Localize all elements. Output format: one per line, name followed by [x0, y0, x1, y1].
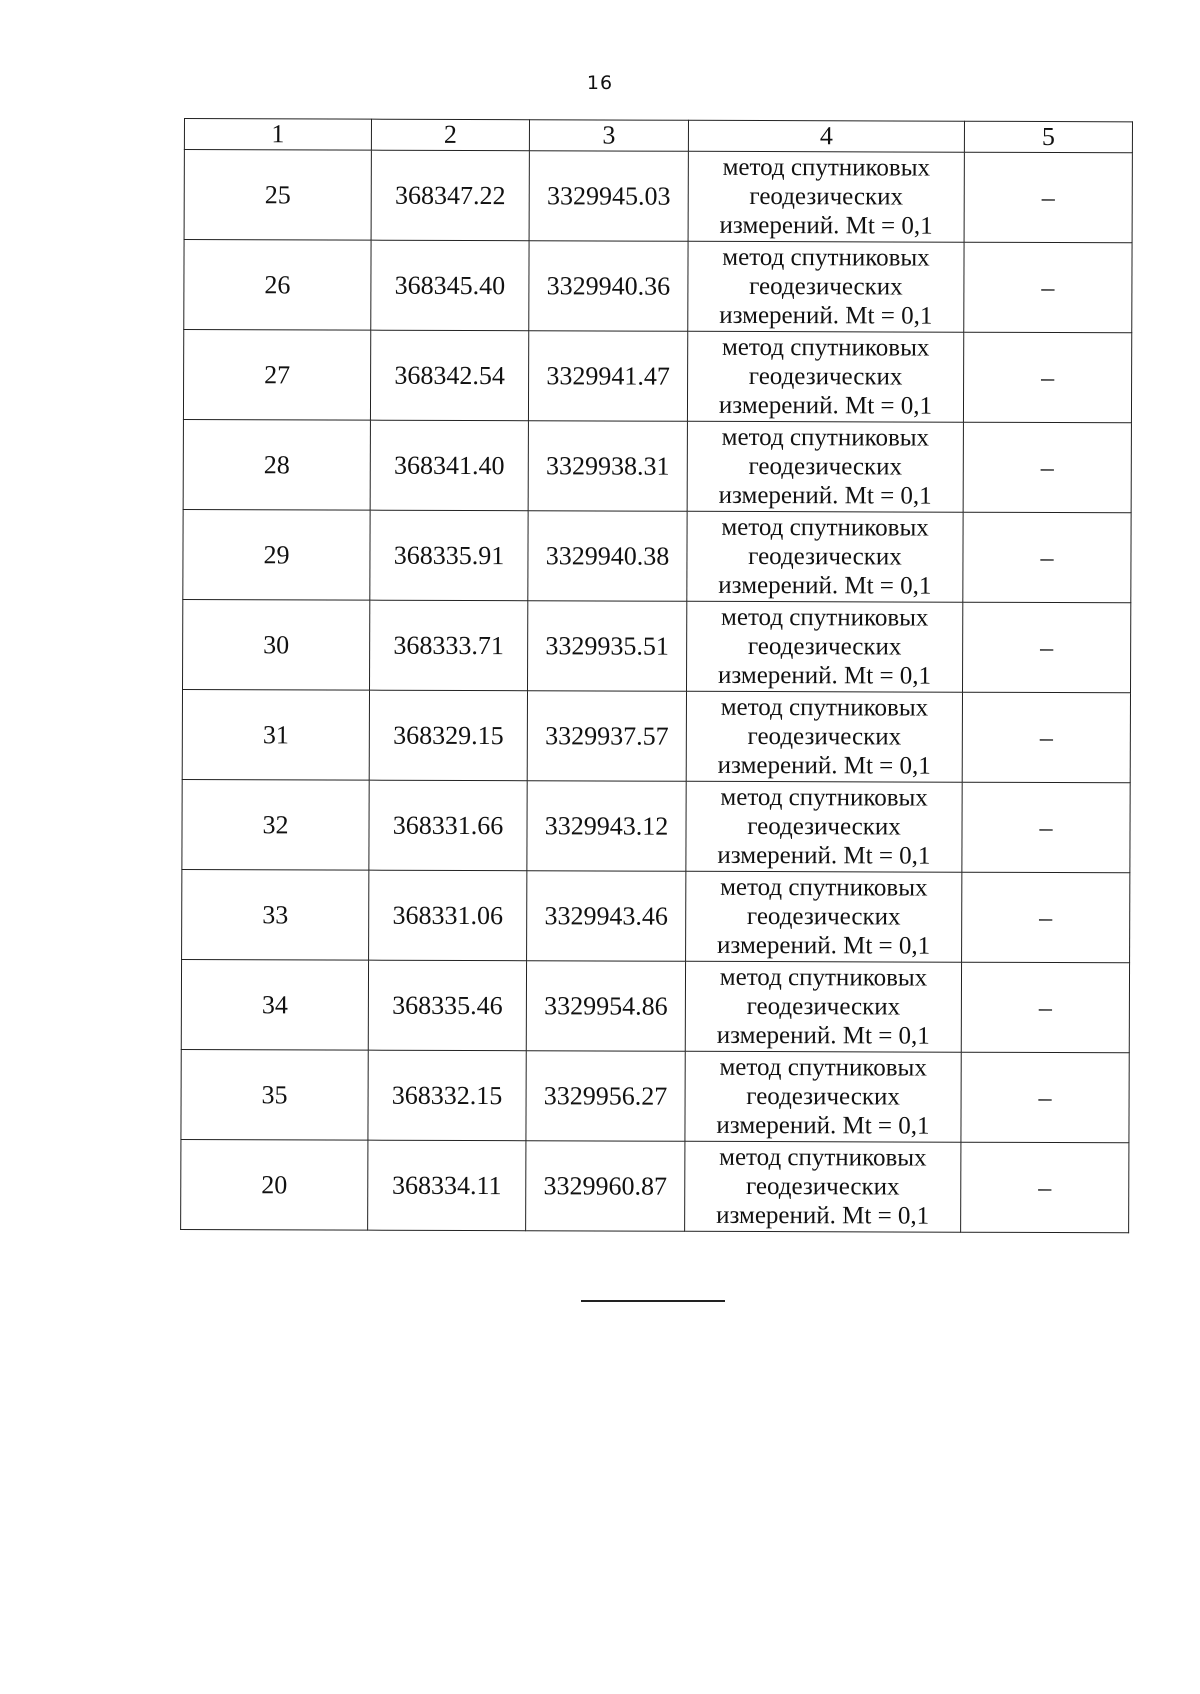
- end-of-table-rule: [581, 1300, 725, 1302]
- header-cell-4: 4: [688, 120, 964, 152]
- method-line: геодезических: [749, 272, 903, 301]
- note-cell: –: [962, 692, 1130, 783]
- method-line: геодезических: [749, 182, 904, 211]
- point-number-cell: 27: [183, 330, 370, 421]
- header-row: [184, 119, 1132, 153]
- note-cell: –: [963, 332, 1131, 423]
- point-number-cell: 28: [183, 419, 370, 510]
- note-cell: –: [964, 152, 1132, 243]
- method-line: метод спутниковых: [721, 423, 930, 452]
- method-line: метод спутниковых: [720, 693, 929, 722]
- measurement-method-cell: [686, 871, 962, 962]
- note-cell: –: [962, 782, 1130, 873]
- table-row: [181, 1049, 1129, 1142]
- note-cell: –: [963, 422, 1131, 513]
- method-line: измерений. Mt = 0,1: [717, 931, 931, 960]
- point-number-cell: 34: [181, 959, 368, 1050]
- x-coordinate-cell: 368334.11: [368, 1140, 526, 1231]
- y-coordinate-cell: 3329960.87: [526, 1141, 685, 1232]
- method-line: измерений. Mt = 0,1: [716, 1021, 930, 1050]
- note-cell: –: [961, 1052, 1129, 1143]
- measurement-method-cell: [685, 1141, 961, 1232]
- header-cell-5: 5: [964, 121, 1132, 153]
- point-number-cell: 33: [182, 869, 369, 960]
- y-coordinate-cell: 3329941.47: [528, 331, 687, 422]
- method-line: измерений. Mt = 0,1: [717, 841, 931, 870]
- y-coordinate-cell: 3329935.51: [528, 601, 687, 692]
- note-cell: –: [961, 962, 1129, 1053]
- x-coordinate-cell: 368331.66: [369, 780, 527, 871]
- x-coordinate-cell: 368347.22: [371, 150, 529, 241]
- x-coordinate-cell: 368333.71: [370, 600, 528, 691]
- table-row: [182, 689, 1130, 782]
- y-coordinate-cell: 3329940.36: [529, 241, 688, 332]
- x-coordinate-cell: 368342.54: [370, 330, 528, 421]
- method-line: геодезических: [747, 722, 902, 751]
- point-number-cell: 20: [181, 1139, 368, 1230]
- method-line: метод спутниковых: [722, 153, 931, 182]
- point-number-cell: 32: [182, 779, 369, 870]
- method-line: метод спутниковых: [721, 603, 929, 632]
- y-coordinate-cell: 3329943.12: [527, 781, 686, 872]
- x-coordinate-cell: 368332.15: [368, 1050, 526, 1141]
- method-line: измерений. Mt = 0,1: [716, 1201, 930, 1230]
- coordinates-table: [180, 118, 1133, 1233]
- point-number-cell: 31: [182, 689, 369, 780]
- y-coordinate-cell: 3329956.27: [526, 1051, 685, 1142]
- table-row: [183, 599, 1131, 692]
- method-line: геодезических: [746, 1082, 900, 1111]
- measurement-method-cell: [685, 1051, 961, 1142]
- method-line: метод спутниковых: [719, 963, 928, 992]
- method-line: геодезических: [748, 362, 903, 391]
- method-line: измерений. Mt = 0,1: [719, 301, 933, 330]
- measurement-method-cell: [687, 601, 963, 692]
- measurement-method-cell: [687, 421, 963, 512]
- method-line: метод спутниковых: [722, 243, 930, 272]
- method-line: измерений. Mt = 0,1: [718, 391, 933, 420]
- x-coordinate-cell: 368331.06: [369, 870, 527, 961]
- measurement-method-cell: [687, 511, 963, 602]
- table-row: [182, 779, 1130, 872]
- y-coordinate-cell: 3329938.31: [528, 421, 687, 512]
- x-coordinate-cell: 368335.91: [370, 510, 528, 601]
- measurement-method-cell: [686, 691, 962, 782]
- method-line: измерений. Mt = 0,1: [717, 751, 931, 780]
- x-coordinate-cell: 368341.40: [370, 420, 528, 511]
- table-row: [184, 150, 1132, 243]
- note-cell: –: [963, 512, 1131, 603]
- point-number-cell: 25: [184, 150, 371, 241]
- table-row: [181, 1139, 1129, 1232]
- table-row: [183, 419, 1131, 512]
- method-line: измерений. Mt = 0,1: [718, 571, 932, 600]
- method-line: геодезических: [746, 902, 901, 931]
- note-cell: –: [963, 602, 1131, 693]
- table-row: [181, 959, 1129, 1052]
- point-number-cell: 35: [181, 1049, 368, 1140]
- method-line: измерений. Mt = 0,1: [719, 211, 933, 240]
- note-cell: –: [961, 1142, 1129, 1233]
- method-line: геодезических: [745, 1172, 900, 1201]
- table-row: [184, 240, 1132, 333]
- method-line: метод спутниковых: [719, 1143, 927, 1172]
- method-line: геодезических: [746, 992, 901, 1021]
- y-coordinate-cell: 3329940.38: [528, 511, 687, 602]
- page-number: 16: [586, 72, 614, 94]
- y-coordinate-cell: 3329943.46: [527, 871, 686, 962]
- method-line: геодезических: [748, 452, 903, 481]
- point-number-cell: 29: [183, 509, 370, 600]
- method-line: измерений. Mt = 0,1: [717, 661, 932, 690]
- table-row: [183, 330, 1131, 423]
- header-cell-2: 2: [371, 119, 529, 151]
- measurement-method-cell: [688, 241, 964, 332]
- x-coordinate-cell: 368329.15: [369, 690, 527, 781]
- measurement-method-cell: [685, 961, 961, 1052]
- point-number-cell: 30: [183, 599, 370, 690]
- method-line: метод спутниковых: [720, 783, 928, 812]
- method-line: измерений. Mt = 0,1: [718, 481, 932, 510]
- header-cell-3: 3: [529, 120, 688, 152]
- x-coordinate-cell: 368335.46: [368, 960, 526, 1051]
- method-line: геодезических: [747, 812, 901, 841]
- method-line: метод спутниковых: [721, 513, 929, 542]
- method-line: геодезических: [747, 632, 902, 661]
- measurement-method-cell: [687, 331, 963, 422]
- method-line: метод спутниковых: [721, 333, 930, 362]
- measurement-method-cell: [686, 781, 962, 872]
- x-coordinate-cell: 368345.40: [371, 240, 529, 331]
- point-number-cell: 26: [184, 240, 371, 331]
- y-coordinate-cell: 3329937.57: [527, 691, 686, 782]
- method-line: геодезических: [748, 542, 902, 571]
- table-row: [183, 509, 1131, 602]
- measurement-method-cell: [688, 151, 964, 242]
- table-row: [182, 869, 1130, 962]
- y-coordinate-cell: 3329945.03: [529, 151, 688, 242]
- table-body: [181, 150, 1133, 1233]
- note-cell: –: [964, 242, 1132, 333]
- method-line: метод спутниковых: [719, 1053, 927, 1082]
- note-cell: –: [962, 872, 1130, 963]
- header-cell-1: 1: [184, 119, 371, 151]
- method-line: метод спутниковых: [720, 873, 928, 902]
- y-coordinate-cell: 3329954.86: [526, 961, 685, 1052]
- method-line: измерений. Mt = 0,1: [716, 1111, 930, 1140]
